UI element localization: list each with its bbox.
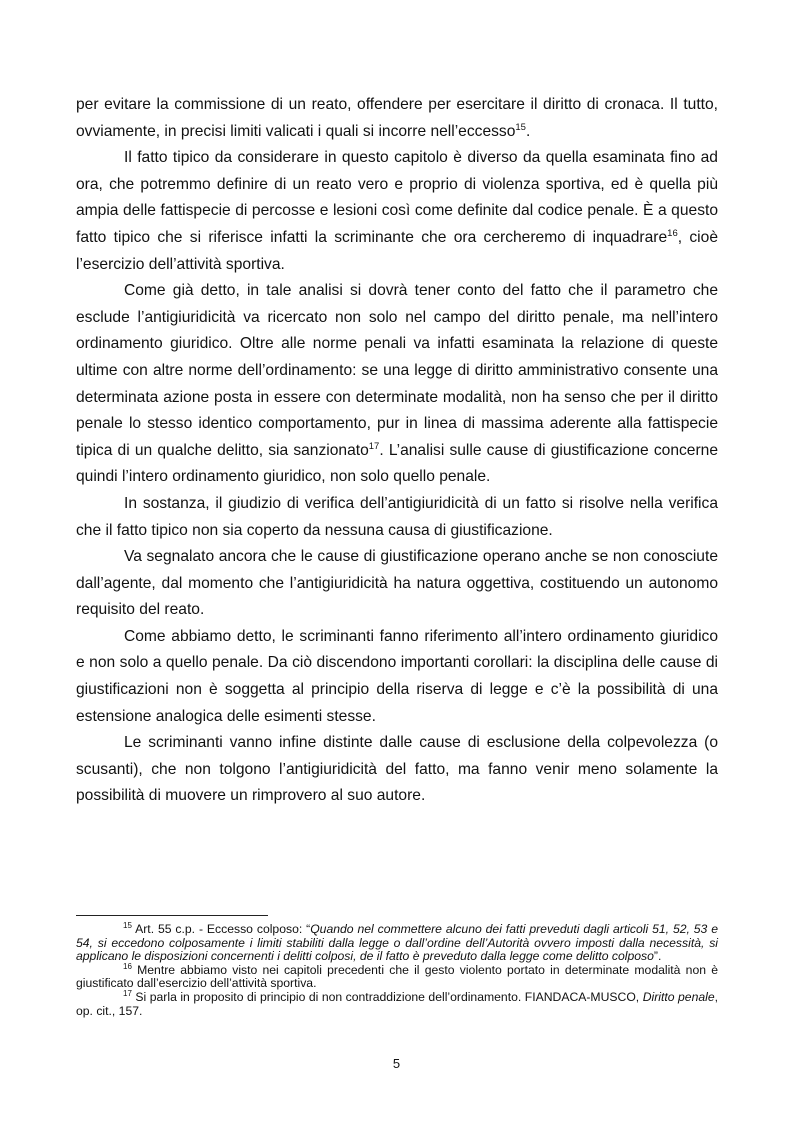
footnote-17-title: Diritto penale bbox=[642, 989, 715, 1004]
footnote-ref-17[interactable]: 17 bbox=[368, 440, 380, 452]
footnote-17 bbox=[76, 988, 719, 1018]
footnote-ref-15[interactable]: 15 bbox=[515, 121, 526, 133]
footnote-separator bbox=[76, 915, 268, 916]
footnote-16-number: 16 bbox=[123, 961, 132, 971]
paragraph-6: Come abbiamo detto, le scriminanti fanno riferimento all’intero ordinamento giuridico e non solo a quello penale. Da ciò discendono importanti corollari: la disciplina delle cause di giustificazioni non è soggetta al principio della riserva di legge e c’è la possibilità di una estensione analogica delle esimenti stesse. bbox=[76, 627, 718, 725]
page-number: 5 bbox=[392, 1056, 401, 1071]
paragraph-3-end: . L’analisi sulle cause di giustificazione concerne quindi l’intero ordinamento giuridico, non solo quello penale. bbox=[76, 441, 718, 486]
footnote-16-text: Mentre abbiamo visto nei capitoli precedenti che il gesto violento portato in determinate modalità non è giustificato dall’esercizio dell’attività sportiva. bbox=[76, 962, 718, 991]
footnote-15 bbox=[76, 923, 718, 964]
paragraph-2 bbox=[76, 145, 718, 278]
paragraph-3-text: Come già detto, in tale analisi si dovrà tener conto del fatto che il parametro che esclude l’antigiuridicità va ricercato non solo nel campo del diritto penale, ma nell’intero ordinamento giuridico. Oltre alle norme penali va infatti esaminata la relazione di queste ultime con altre norme dell’ordinamento: se una legge di diritto amministrativo consente una determinata azione posta in essere con determinate modalità, non ha senso che per il diritto penale lo stesso identico comportamento, pur in linea di massima aderente alla fattispecie tipica di un qualche delitto, sia sanzionato bbox=[76, 282, 718, 459]
footnote-17-tail: , op. cit., 157. bbox=[76, 989, 719, 1018]
paragraph-2-end: , cioè l’esercizio dell’attività sportiva. bbox=[76, 228, 718, 273]
paragraph-3 bbox=[76, 278, 718, 491]
footnote-16 bbox=[76, 961, 718, 991]
footnote-ref-16[interactable]: 16 bbox=[667, 227, 678, 239]
footnote-17-number: 17 bbox=[123, 988, 132, 998]
footnote-15-quote: Quando nel commettere alcuno dei fatti preveduti dagli articoli 51, 52, 53 e 54, si eccedono colposamente i limiti stabiliti dalla legge o dall’ordine dell’Autorità ovvero imposti dalla necessità, si applicano le disposizioni concernenti i delitti colposi, de il fatto è preveduto dalla legge come delitto colposo bbox=[76, 922, 718, 964]
paragraph-2-text: Il fatto tipico da considerare in questo capitolo è diverso da quella esaminata fino ad ora, che potremmo definire di un reato vero e proprio di violenza sportiva, ed è quella più ampia delle fattispecie di percosse e lesioni così come definite dal codice penale. È a questo fatto tipico che si riferisce infatti la scriminante che ora cercheremo di inquadrare bbox=[76, 149, 718, 246]
paragraph-5: Va segnalato ancora che le cause di giustificazione operano anche se non conosciute dall’agente, dal momento che l’antigiuridicità ha natura oggettiva, costituendo un autonomo requisito del reato. bbox=[76, 548, 718, 619]
footnote-15-number: 15 bbox=[123, 921, 132, 930]
paragraph-7: Le scriminanti vanno infine distinte dalle cause di esclusione della colpevolezza (o scusanti), che non tolgono l’antigiuridicità del fatto, ma fanno venir meno solamente la possibilità di muovere un rimprovero al suo autore. bbox=[76, 734, 718, 805]
footnote-17-lead: Si parla in proposito di principio di non contraddizione dell’ordinamento. FIANDACA-MUSCO, bbox=[131, 989, 643, 1004]
paragraph-1-text: per evitare la commissione di un reato, offendere per esercitare il diritto di cronaca. Il tutto, ovviamente, in precisi limiti valicati i quali si incorre nell’eccesso bbox=[76, 96, 718, 140]
paragraph-4: In sostanza, il giudizio di verifica dell’antigiuridicità di un fatto si risolve nella verifica che il fatto tipico non sia coperto da nessuna causa di giustificazione. bbox=[76, 494, 718, 539]
footnote-15-lead: Art. 55 c.p. - Eccesso colposo: “ bbox=[131, 922, 311, 936]
footnotes bbox=[76, 915, 718, 1018]
paragraph-1 bbox=[76, 92, 718, 145]
footnote-15-tail: ”. bbox=[653, 949, 662, 964]
document-body bbox=[76, 92, 718, 810]
paragraph-1-end: . bbox=[525, 122, 531, 140]
